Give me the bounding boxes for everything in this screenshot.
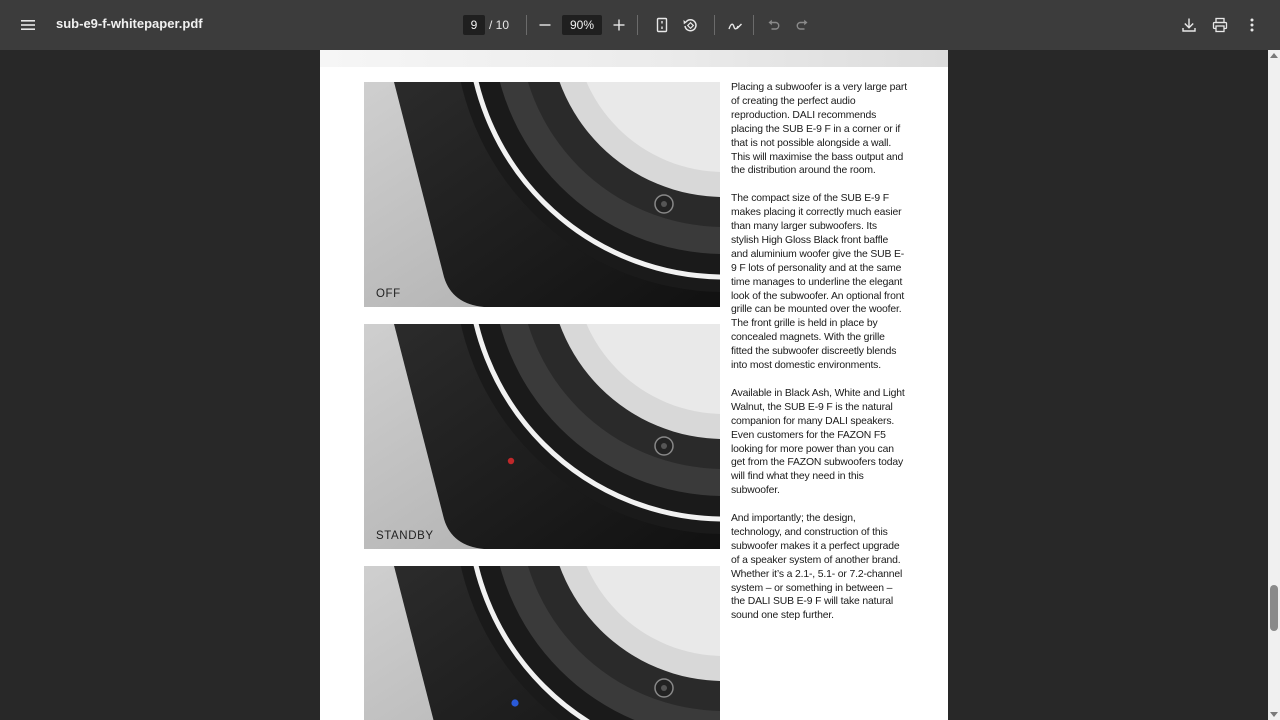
print-icon[interactable] xyxy=(1206,11,1234,39)
toolbar-divider xyxy=(714,15,715,35)
subwoofer-photo-on xyxy=(364,566,720,720)
subwoofer-image xyxy=(364,82,720,307)
page-total: / 10 xyxy=(489,18,510,32)
document-viewer[interactable] xyxy=(0,50,1280,720)
download-icon[interactable] xyxy=(1175,11,1203,39)
paragraph-compact-size: The compact size of the SUB E-9 F makes placing it correctly much easier than many larger subwoofers. Its stylish High Gloss Black front baffle and aluminium woofer give the SUB E-9 F lots of personality and at the same time manages to underline the elegant look of the subwoofer. An optional front grille can be mounted over the woofer. The front grille is held in place by concealed magnets. With the grille fitted the subwoofer discreetly blends into most domestic environments. xyxy=(731,193,905,372)
paragraph-upgrade: And importantly; the design, technology, and construction of this subwoofer makes it a perfect upgrade of a speaker system of another brand. Whether it’s a 2.1-, 5.1- or 7.2-channel system – or something in between – the DALI SUB E-9 F will take natural sound one step further. xyxy=(731,513,903,622)
toolbar-divider xyxy=(526,15,527,35)
photo-label-standby: STANDBY xyxy=(376,530,434,542)
page-body-text xyxy=(731,81,907,637)
subwoofer-photo-standby xyxy=(364,324,720,549)
scroll-up-arrow-icon[interactable] xyxy=(1270,53,1278,58)
vertical-scrollbar[interactable] xyxy=(1268,50,1280,720)
toolbar-divider xyxy=(753,15,754,35)
fit-to-page-icon[interactable] xyxy=(648,11,676,39)
photo-label-off: OFF xyxy=(376,288,401,300)
toolbar-divider xyxy=(637,15,638,35)
standby-led xyxy=(508,458,514,464)
page-number-input[interactable]: 9 xyxy=(463,15,485,35)
subwoofer-image xyxy=(364,324,720,549)
rotate-counterclockwise-icon[interactable] xyxy=(676,11,704,39)
page-header-band xyxy=(320,50,948,67)
undo-icon[interactable] xyxy=(760,11,788,39)
draw-pen-icon[interactable] xyxy=(721,11,749,39)
scrollbar-thumb[interactable] xyxy=(1270,585,1278,631)
document-title: sub-e9-f-whitepaper.pdf xyxy=(56,16,203,31)
zoom-level-input[interactable]: 90% xyxy=(562,15,602,35)
hamburger-menu-icon[interactable] xyxy=(14,11,42,39)
subwoofer-image xyxy=(364,566,720,720)
pdf-page xyxy=(320,50,948,720)
power-led xyxy=(511,699,518,706)
redo-icon[interactable] xyxy=(788,11,816,39)
paragraph-availability: Available in Black Ash, White and Light Walnut, the SUB E-9 F is the natural companion for many DALI speakers. Even customers for the FAZON F5 looking for more power than you can get from the FAZON subwoofers today will find what they need in this subwoofer. xyxy=(731,387,905,497)
paragraph-placement: Placing a subwoofer is a very large part of creating the perfect audio reproduction. DALI recommends placing the SUB E-9 F in a corner or if that is not possible alongside a wall. This will maximise the bass output and the distribution around the room. xyxy=(731,82,907,177)
pdf-toolbar xyxy=(0,0,1280,50)
subwoofer-photo-off xyxy=(364,82,720,307)
scroll-down-arrow-icon[interactable] xyxy=(1270,712,1278,717)
minus-icon[interactable] xyxy=(531,11,559,39)
plus-icon[interactable] xyxy=(605,11,633,39)
more-vertical-icon[interactable] xyxy=(1238,11,1266,39)
